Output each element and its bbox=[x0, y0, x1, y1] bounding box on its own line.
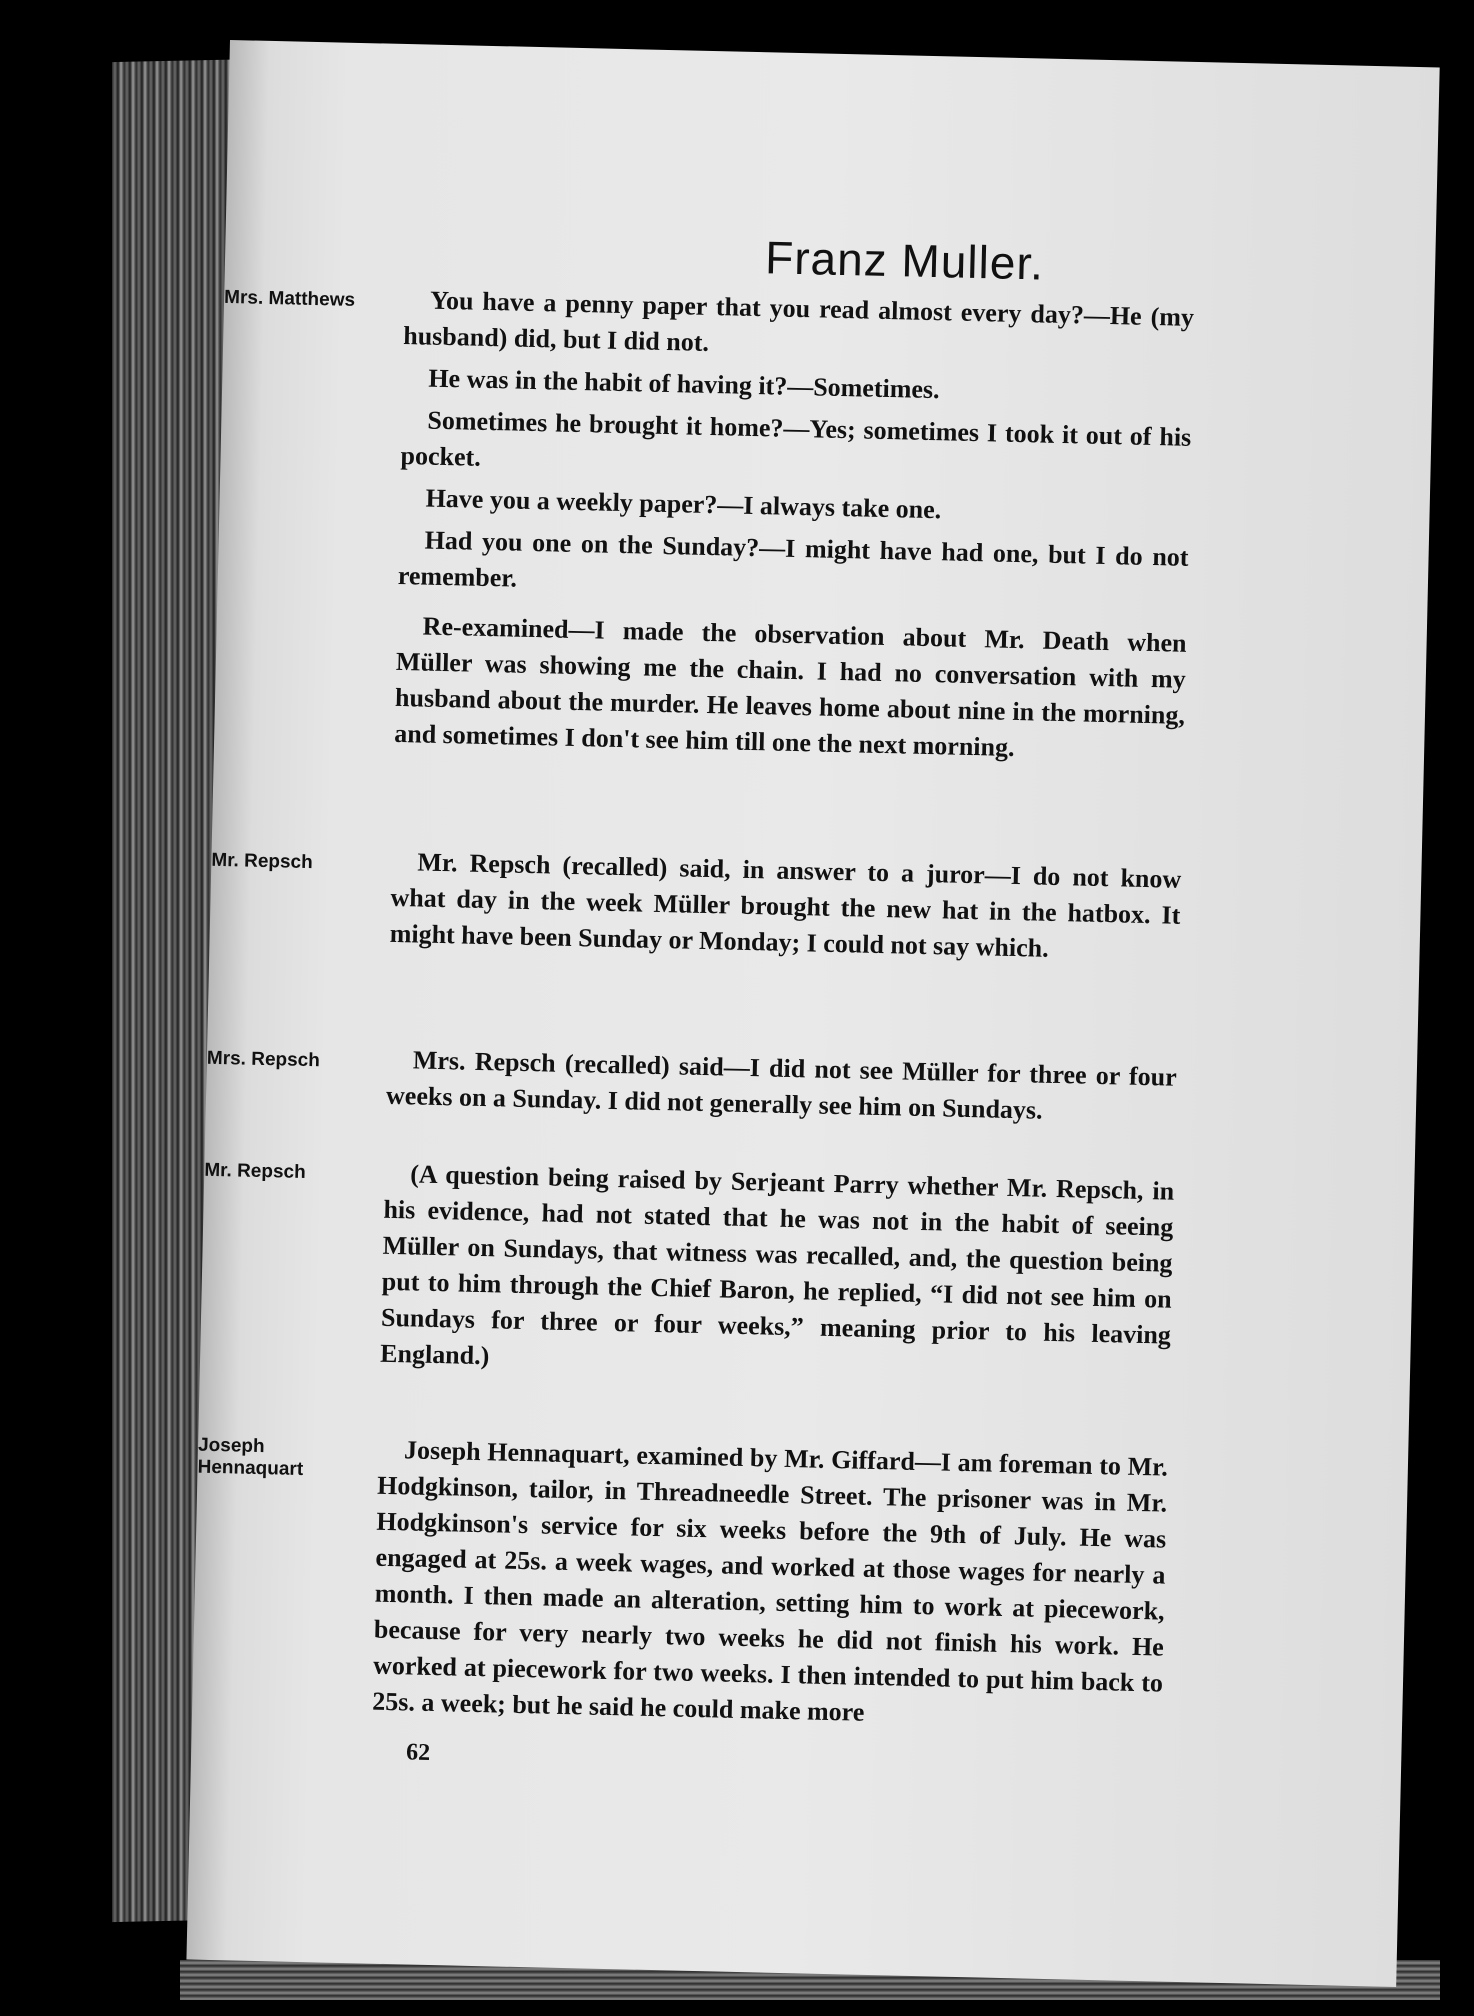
paragraph: Joseph Hennaquart, examined by Mr. Giffard—I am foreman to Mr. Hodgkinson, tailor, in Threadneedle Street. The prisoner was in Mr. Hodgkinson's service for six weeks before the 9th of July. He was engaged at 25s. a week wages, and worked at those wages for nearly a month. I then made an alteration, setting him to work at piecework, because for very nearly two weeks he did not finish his work. He worked at piecework for two weeks. I then intended to put him back to 25s. a week; but he said he could make more bbox=[372, 1435, 1169, 1727]
book-page bbox=[186, 40, 1439, 1987]
testimony-text bbox=[394, 282, 1195, 776]
speaker-label: Joseph Hennaquart bbox=[197, 1434, 304, 1481]
speaker-label: Mr. Repsch bbox=[211, 849, 313, 874]
paragraph: Re-examined—I made the observation about Mr. Death when Müller was showing me the chain. I had no conversation with my husband about the murder. He leaves home about nine in the morning, and sometimes I don't see him till one the next morning. bbox=[393, 611, 1187, 762]
paragraph: Mr. Repsch (recalled) said, in answer to a juror—I do not know what day in the week Müller brought the new hat in the hatbox. It might have been Sunday or Monday; I could not say which. bbox=[389, 847, 1182, 963]
paragraph: Have you a weekly paper?—I always take one. bbox=[425, 483, 942, 525]
speaker-label: Mrs. Matthews bbox=[223, 286, 356, 311]
paragraph: You have a penny paper that you read almost every day?—He (my husband) did, but I did not. bbox=[403, 285, 1195, 357]
paragraph: (A question being raised by Serjeant Parry whether Mr. Repsch, in his evidence, had not stated that he was not in the habit of seeing Müller on Sundays, that witness was recalled, and, the question being put to him through the Chief Baron, he replied, “I did not see him on Sundays for three or four weeks,” meaning prior to his leaving England.) bbox=[379, 1159, 1175, 1371]
testimony-text bbox=[380, 1156, 1175, 1396]
page-title: Franz Muller. bbox=[764, 231, 1045, 290]
testimony-text bbox=[386, 1042, 1178, 1138]
paragraph: Mrs. Repsch (recalled) said—I did not see Müller for three or four weeks on a Sunday. I did not generally see him on Sundays. bbox=[385, 1045, 1178, 1125]
paragraph: He was in the habit of having it?—Sometimes. bbox=[428, 363, 940, 405]
page-number: 62 bbox=[405, 1739, 431, 1766]
paragraph: Had you one on the Sunday?—I might have had one, but I do not remember. bbox=[397, 525, 1189, 593]
paragraph: Sometimes he brought it home?—Yes; sometimes I took it out of his pocket. bbox=[400, 405, 1192, 472]
testimony-text bbox=[389, 844, 1181, 976]
testimony-text bbox=[372, 1432, 1168, 1744]
speaker-label: Mrs. Repsch bbox=[206, 1047, 321, 1072]
speaker-label: Mr. Repsch bbox=[204, 1159, 306, 1184]
